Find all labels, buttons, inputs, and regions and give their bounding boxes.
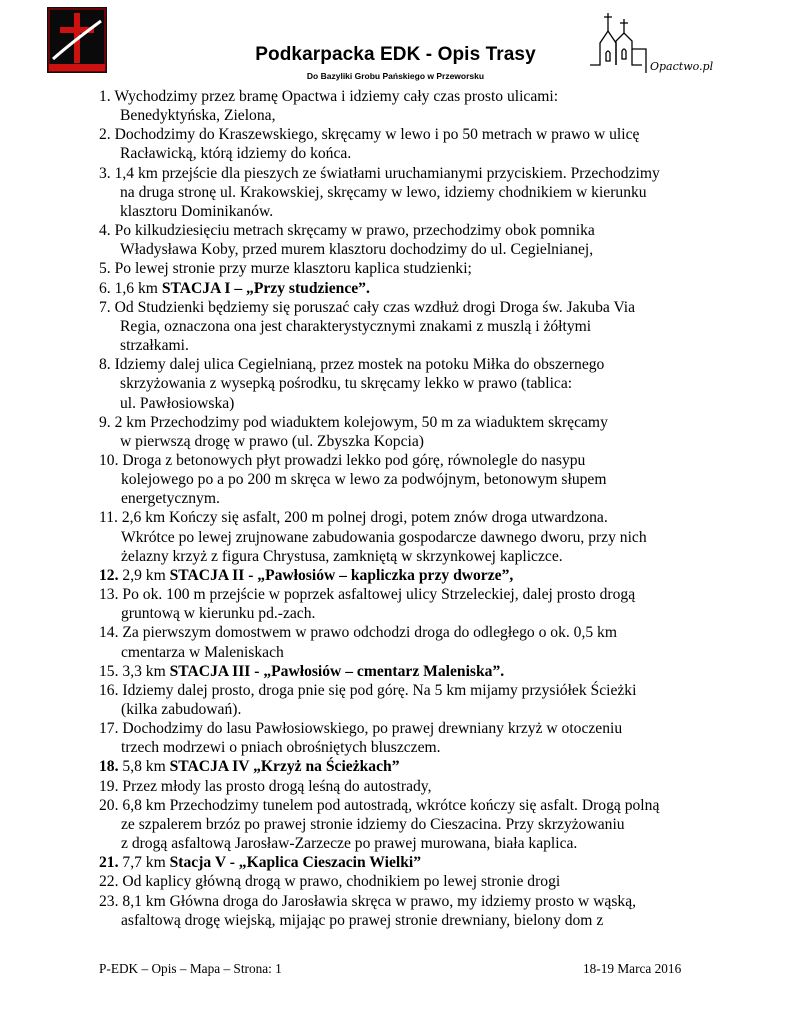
station-title: STACJA IV „Krzyż na Ścieżkach” <box>169 758 400 776</box>
item-text-line: Od Studzienki będziemy się poruszać cały czas wzdłuż drogi Droga św. Jakuba Via <box>114 298 636 316</box>
list-item-first-line <box>99 796 739 815</box>
list-item <box>99 566 739 585</box>
page-subtitle: Do Bazyliki Grobu Pańskiego w Przeworsku <box>306 71 485 81</box>
opactwo-church-logo-icon <box>588 3 718 78</box>
list-item <box>99 451 739 508</box>
item-text-line: w pierwszą drogę w prawo (ul. Zbyszka Kopcia) <box>120 432 424 450</box>
station-distance: 2,9 km <box>122 566 170 584</box>
item-number: 10. <box>99 451 119 469</box>
item-number: 8. <box>99 356 111 374</box>
item-text-line: ul. Pawłosiowska) <box>120 394 235 412</box>
item-number: 7. <box>99 298 111 316</box>
list-item-first-line <box>99 566 739 585</box>
item-text-line: Od kaplicy główną drogą w prawo, chodnikiem po lewej stronie drogi <box>122 873 561 891</box>
list-item <box>99 125 739 163</box>
item-number: 3. <box>99 164 111 182</box>
item-text-line: Droga z betonowych płyt prowadzi lekko pod górę, równolegle do nasypu <box>122 451 586 469</box>
list-item <box>99 259 739 278</box>
item-number: 19. <box>99 777 119 795</box>
list-item-first-line <box>99 508 739 527</box>
item-text-line: żelazny krzyż z figura Chrystusa, zamkniętą w skrzynkowej kapliczce. <box>121 547 563 565</box>
list-item <box>99 872 739 891</box>
list-item <box>99 681 739 719</box>
item-number: 23. <box>99 892 119 910</box>
list-item-first-line <box>99 719 739 738</box>
item-number: 14. <box>99 624 119 642</box>
item-text-line: energetycznym. <box>121 490 220 508</box>
list-item <box>99 87 739 125</box>
list-item-first-line <box>99 279 739 298</box>
list-item-first-line <box>99 413 739 432</box>
item-text-line: skrzyżowania z wysepką pośrodku, tu skręcamy lekko w prawo (tablica: <box>120 375 573 393</box>
item-text-line: 2 km Przechodzimy pod wiaduktem kolejowym, 50 m za wiaduktem skręcamy <box>114 413 608 431</box>
item-text-line: Po kilkudziesięciu metrach skręcamy w prawo, przechodzimy obok pomnika <box>114 222 595 240</box>
footer-page-info: P-EDK – Opis – Mapa – Strona: 1 <box>99 961 282 976</box>
item-number: 21. <box>99 854 119 872</box>
station-title: STACJA III - „Pawłosiów – cmentarz Maleniska”. <box>169 662 505 680</box>
list-item <box>99 757 739 776</box>
item-text-line: Dochodzimy do Kraszewskiego, skręcamy w lewo i po 50 metrach w prawo w ulicę <box>114 126 640 144</box>
list-item <box>99 623 739 661</box>
item-number: 15. <box>99 662 119 680</box>
item-text-line: kolejowego po a po 200 m skręca w lewo za podwójnym, betonowym słupem <box>121 471 607 489</box>
item-number: 9. <box>99 413 111 431</box>
page-title: Podkarpacka EDK - Opis Trasy <box>255 44 536 65</box>
item-text-line: Idziemy dalej prosto, droga pnie się pod górę. Na 5 km mijamy przysiółek Ścieżki <box>122 681 637 699</box>
list-item <box>99 777 739 796</box>
list-item-first-line <box>99 777 739 796</box>
item-text-line: 1,4 km przejście dla pieszych ze światłami uruchamianymi przyciskiem. Przechodzimy <box>114 164 660 182</box>
item-text-line: strzałkami. <box>120 337 189 355</box>
list-item-first-line <box>99 892 739 911</box>
item-text-line: Regia, oznaczona ona jest charakterystycznymi znakami z muszlą i żółtymi <box>120 317 592 335</box>
item-text-line: Dochodzimy do lasu Pawłosiowskiego, po prawej drewniany krzyż w otoczeniu <box>122 720 623 738</box>
item-text-line: asfaltową drogę wiejską, mijając po prawej stronie drewniany, bielony dom z <box>121 911 604 929</box>
station-distance: 7,7 km <box>122 854 170 872</box>
station-distance: 3,3 km <box>122 662 170 680</box>
list-item <box>99 164 739 221</box>
svg-text:Opactwo.pl: Opactwo.pl <box>650 60 714 73</box>
list-item <box>99 221 739 259</box>
item-number: 16. <box>99 681 119 699</box>
list-item-first-line <box>99 221 739 240</box>
station-distance: 5,8 km <box>122 758 170 776</box>
item-text-line: 2,6 km Kończy się asfalt, 200 m polnej drogi, potem znów droga utwardzona. <box>121 509 608 527</box>
item-number: 6. <box>99 279 111 297</box>
list-item-first-line <box>99 355 739 374</box>
footer-date: 18-19 Marca 2016 <box>583 961 682 976</box>
item-number: 17. <box>99 720 119 738</box>
item-text-line: trzech modrzewi o pniach obrośniętych bluszczem. <box>121 739 441 757</box>
item-text-line: Racławicką, którą idziemy do końca. <box>120 145 352 163</box>
item-text-line: 6,8 km Przechodzimy tunelem pod autostradą, wkrótce kończy się asfalt. Drogą polną <box>122 796 660 814</box>
station-title: Stacja V - „Kaplica Cieszacin Wielki” <box>169 854 422 872</box>
item-text-line: cmentarza w Maleniskach <box>121 643 284 661</box>
list-item-first-line <box>99 681 739 700</box>
list-item <box>99 508 739 565</box>
station-title: STACJA I – „Przy studzience”. <box>161 279 370 297</box>
item-number: 13. <box>99 586 119 604</box>
list-item-first-line <box>99 585 739 604</box>
list-item-first-line <box>99 853 739 872</box>
list-item <box>99 585 739 623</box>
list-item-first-line <box>99 662 739 681</box>
item-number: 5. <box>99 260 111 278</box>
item-text-line: Po ok. 100 m przejście w poprzek asfaltowej ulicy Strzeleckiej, dalej prosto drogą <box>122 586 636 604</box>
item-text-line: Przez młody las prosto drogą leśną do autostrady, <box>122 777 432 795</box>
item-text-line: na druga stronę ul. Krakowskiej, skręcamy w lewo, idziemy chodnikiem w kierunku <box>120 183 647 201</box>
list-item <box>99 413 739 451</box>
station-title: STACJA II - „Pawłosiów – kapliczka przy dworze”, <box>169 566 514 584</box>
list-item-first-line <box>99 451 739 470</box>
item-number: 4. <box>99 222 111 240</box>
list-item-first-line <box>99 872 739 891</box>
list-item <box>99 892 739 930</box>
item-text-line: z drogą asfaltową Jarosław-Zarzecze po prawej murowana, biała kaplica. <box>121 835 578 853</box>
item-text-line: gruntową w kierunku pd.-zach. <box>121 605 316 623</box>
station-distance: 1,6 km <box>114 279 162 297</box>
item-text-line: ze szpalerem brzóz po prawej stronie idziemy do Cieszacina. Przy skrzyżowaniu <box>121 815 625 833</box>
item-text-line: Idziemy dalej ulica Cegielnianą, przez mostek na potoku Miłka do obszernego <box>114 356 605 374</box>
item-text-line: Wkrótce po lewej zrujnowane zabudowania gospodarcze dawnego dworu, przy nich <box>121 528 647 546</box>
list-item-first-line <box>99 298 739 317</box>
list-item-first-line <box>99 125 739 144</box>
list-item <box>99 853 739 872</box>
item-number: 20. <box>99 796 119 814</box>
list-item <box>99 298 739 355</box>
item-number: 18. <box>99 758 119 776</box>
list-item <box>99 279 739 298</box>
item-text-line: klasztoru Dominikanów. <box>120 202 274 220</box>
item-text-line: Wychodzimy przez bramę Opactwa i idziemy cały czas prosto ulicami: <box>114 88 559 105</box>
item-number: 11. <box>99 509 118 527</box>
list-item <box>99 719 739 757</box>
item-text-line: Benedyktyńska, Zielona, <box>120 107 276 125</box>
list-item-first-line <box>99 623 739 642</box>
item-text-line: Władysława Koby, przed murem klasztoru dochodzimy do ul. Cegielnianej, <box>120 241 594 259</box>
item-text-line: (kilka zabudowań). <box>121 701 242 718</box>
route-description-list <box>99 87 739 930</box>
list-item-first-line <box>99 259 739 278</box>
item-text-line: 8,1 km Główna droga do Jarosławia skręca w prawo, my idziemy prosto w wąską, <box>122 892 637 910</box>
list-item-first-line <box>99 87 739 106</box>
list-item <box>99 796 739 853</box>
item-number: 2. <box>99 126 111 144</box>
item-number: 12. <box>99 566 119 584</box>
list-item-first-line <box>99 757 739 776</box>
list-item <box>99 355 739 412</box>
list-item-first-line <box>99 164 739 183</box>
item-text-line: Za pierwszym domostwem w prawo odchodzi droga do odległego o ok. 0,5 km <box>122 624 617 642</box>
list-item <box>99 662 739 681</box>
item-text-line: Po lewej stronie przy murze klasztoru kaplica studzienki; <box>114 260 472 278</box>
item-number: 22. <box>99 873 119 891</box>
item-number: 1. <box>99 88 111 105</box>
